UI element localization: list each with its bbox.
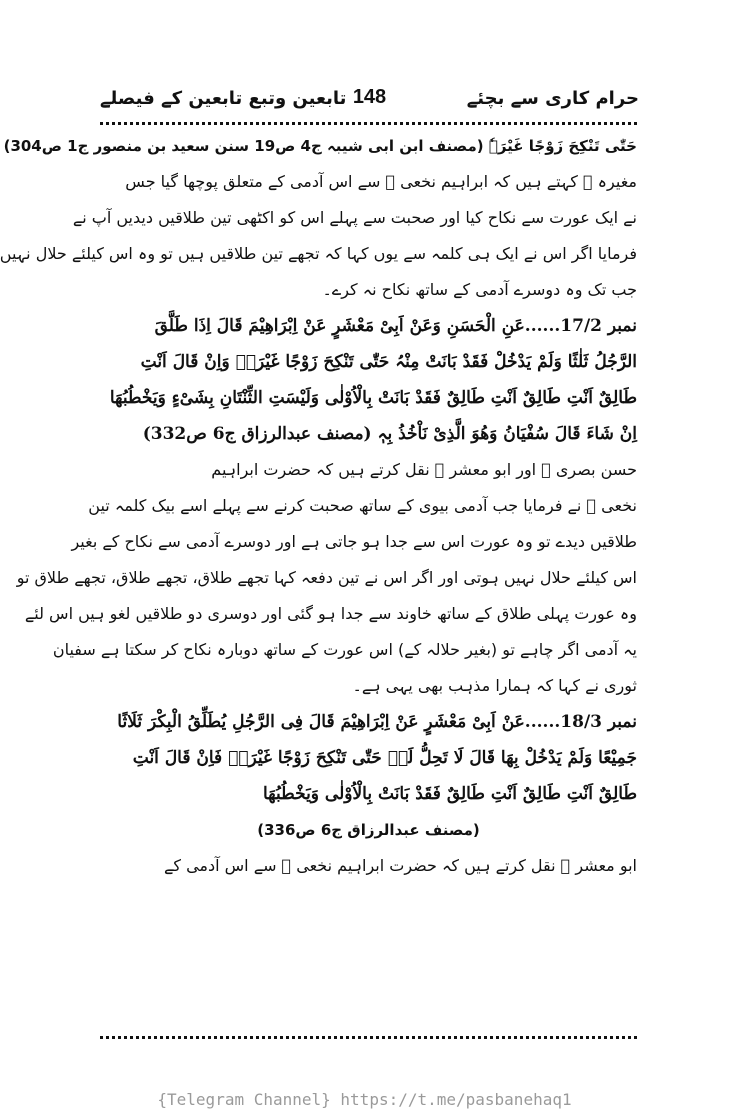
header-book-title: حرام کاری سے بچئے bbox=[466, 88, 639, 109]
text-line: حسن بصری ﷫ اور ابو معشر ﷫ نقل کرتے ہیں کہ حضرت ابراہیم bbox=[211, 460, 637, 479]
text-line: طلاقیں دیدے تو وہ عورت اس سے جدا ہو جاتی ہے اور دوسرے آدمی سے نکاح کے بغیر bbox=[71, 532, 637, 551]
footer-divider bbox=[100, 1036, 637, 1039]
page-header bbox=[100, 84, 639, 120]
text-line: وہ عورت پہلی طلاق کے ساتھ خاوند سے جدا ہو گئی اور دوسری دو طلاقیں لغو ہیں اس لئے bbox=[24, 604, 637, 623]
hadith-line: اِنْ شَاءَ قَالَ سُفْیَانُ وَھُوَ الَّذِیْ نَاْخُذُ بِہٖ (مصنف عبدالرزاق ج6 ص332) bbox=[142, 424, 637, 444]
telegram-watermark: {Telegram Channel} https://t.me/pasbanehaq1 bbox=[157, 1090, 572, 1109]
text-line: نخعی ﷫ نے فرمایا جب آدمی بیوی کے ساتھ صحبت کرنے سے پہلے اسے بیک کلمہ تین bbox=[88, 496, 637, 515]
page-body bbox=[0, 128, 637, 884]
text-line: حَتّٰی تَنْکِحَ زَوْجًا غَیْرَہٗ (مصنف ابن ابی شیبہ ج4 ص19 سنن سعید بن منصور ج1 ص304) bbox=[3, 137, 637, 155]
hadith-line: الرَّجُلُ ثَلٰثًا وَلَمْ یَدْخُلْ فَقَدْ بَانَتْ مِنْہُ حَتّٰی تَنْکِحَ زَوْجًا غَیْرَہٗ وَاِنْ قَالَ اَنْتِ bbox=[140, 352, 637, 372]
text-line: جب تک وہ دوسرے آدمی کے ساتھ نکاح نہ کرے۔ bbox=[322, 280, 637, 299]
hadith-line: طَالِقٌ اَنْتِ طَالِقٌ اَنْتِ طَالِقٌ فَقَدْ بَانَتْ بِالْاُوْلٰی وَیَخْطُبُھَا bbox=[263, 784, 637, 804]
text-line: یہ آدمی اگر چاہے تو (بغیر حلالہ کے) اس عورت کے ساتھ دوبارہ نکاح کر سکتا ہے سفیان bbox=[52, 640, 637, 659]
hadith-line: طَالِقٌ اَنْتِ طَالِقٌ اَنْتِ طَالِقٌ فَقَدْ بَانَتْ بِالْاُوْلٰی وَلَیْسَتِ الثِّنْتَانِ بِشَیْءٍ وَیَخْطُبُھَا bbox=[109, 388, 637, 408]
header-chapter-title: تابعین وتبع تابعین کے فیصلے bbox=[100, 88, 347, 109]
text-line: ابو معشر ﷫ نقل کرتے ہیں کہ حضرت ابراہیم نخعی ﷫ سے اس آدمی کے bbox=[163, 856, 637, 875]
hadith-line: نمبر 18/3......عَنْ اَبِیْ مَعْشَرٍ عَنْ اِبْرَاھِیْمَ قَالَ فِی الرَّجُلِ یُطَلِّقُ الْبِکْرَ ثَلَاثًا bbox=[117, 712, 637, 732]
text-line: فرمایا اگر اس نے ایک ہی کلمہ سے یوں کہا کہ تجھے تین طلاقیں ہیں تو وہ اس کیلئے حلال نہیں bbox=[0, 244, 637, 263]
text-line: نے ایک عورت سے نکاح کیا اور صحبت سے پہلے اس کو اکٹھی تین طلاقیں دیدیں آپ نے bbox=[72, 208, 637, 227]
text-line: اس کیلئے حلال نہیں ہوتی اور اگر اس نے تین دفعہ کہا تجھے طلاق، تجھے طلاق، تجھے طلاق تو bbox=[16, 568, 637, 587]
header-divider bbox=[100, 122, 637, 125]
reference-line: (مصنف عبدالرزاق ج6 ص336) bbox=[257, 821, 480, 839]
text-line: مغیرہ ﷫ کہتے ہیں کہ ابراہیم نخعی ﷫ سے اس آدمی کے متعلق پوچھا گیا جس bbox=[125, 172, 637, 191]
hadith-line: جَمِیْعًا وَلَمْ یَدْخُلْ بِھَا قَالَ لَا تَحِلُّ لَہٗ حَتّٰی تَنْکِحَ زَوْجًا غَیْرَہٗ فَاِنْ قَالَ اَنْتِ bbox=[132, 748, 637, 768]
text-line: ثوری نے کہا کہ ہمارا مذہب بھی یہی ہے۔ bbox=[352, 676, 637, 695]
hadith-line: نمبر 17/2......عَنِ الْحَسَنِ وَعَنْ اَبِیْ مَعْشَرٍ عَنْ اِبْرَاھِیْمَ قَالَ اِذَا طَلَّقَ bbox=[154, 316, 637, 336]
page-number: 148 bbox=[352, 86, 387, 108]
